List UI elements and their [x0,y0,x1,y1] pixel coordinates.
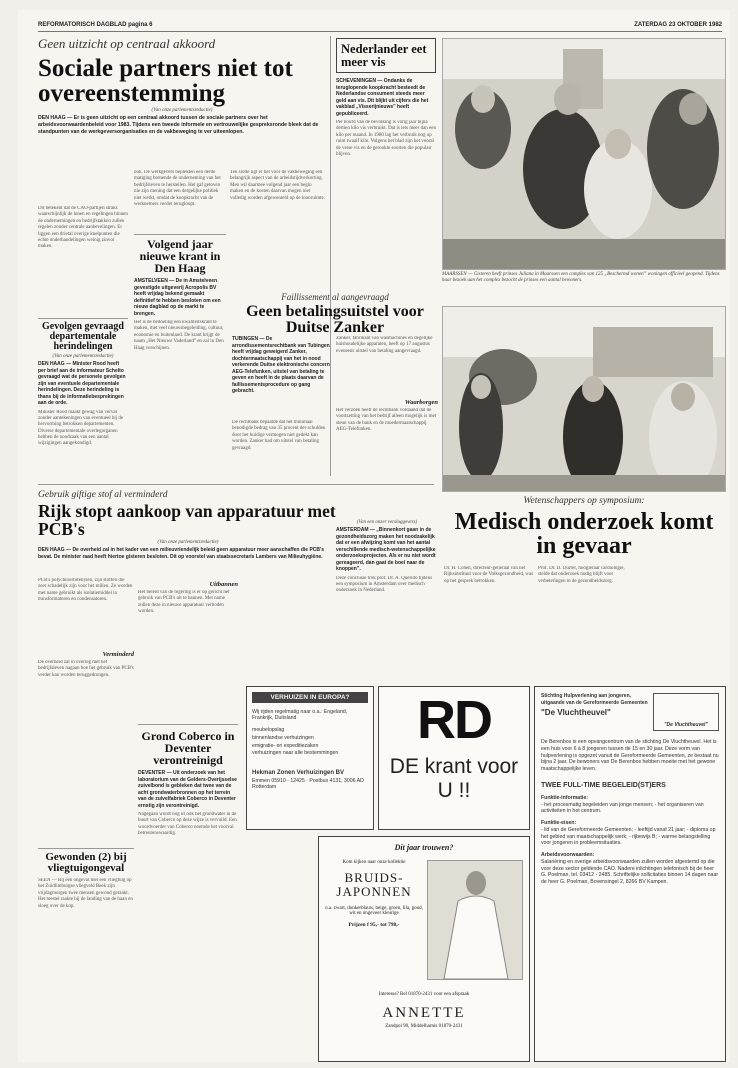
ad-verhuizen-item: binnenlandse verhuizingen [252,734,314,741]
pcb-byline: (Van onze parlementsredactie) [157,540,219,545]
coberco-article [138,730,238,1002]
pcb-text1: PCB's polychloorbifenylen, zijn stoffen die zeer schadelijk zijn voor het milieu. Ze worden met name gebruikt als isolatiemiddel in transformatoren en condensatoren. [38,578,133,603]
pcb-intro: DEN HAAG — De overheid zal in het kader van een milieuvriendelijk beleid geen apparatuur meer aanschaffen die PCB's bevat. De minister raad heeft hiertoe gisteren besloten. Dit op voorstel van staatssecretaris Lambers van Milieuhygiëne. [38,547,324,560]
zanker-col2 [336,336,438,508]
medisch-col1 [336,518,438,656]
ad-vluchtheuvel-f2-text: - lid van de Gereformeerde Gemeenten; - leeftijd vanaf 21 jaar; - diploma op het gebied van maatschappelijk werk; - rijbewijs B; - warme belangstelling voor jongeren in probleemsituaties. [541,826,716,847]
medisch-head [444,496,724,558]
newspaper-page [18,10,730,1062]
gevolgen-article [38,322,128,510]
ad-rd-logo: RD [417,690,491,750]
ad-vluchtheuvel [534,686,726,1062]
gevolgen-byline: (Van onze parlementsredactie) [52,354,114,359]
zanker-text1: De rechtbank bepaalde dat het minimaal benodigde bedrag van 35 procent der schulden door het huidige vermogen niet gedekt kan worden. Zanker had om uitstel van betaling gevraagd. [232,420,326,451]
main-article [38,36,326,135]
ad-trouwen-title: Dit jaar trouwen? [394,843,454,852]
pcb-text2: De overheid zal in overleg met het bedrijfsleven nagaan hoe het gebruik van PCB's verder kan worden teruggedrongen. [38,660,134,678]
pcb-headline: Rijk stopt aankoop van apparatuur met PCB's [38,501,336,539]
ad-verhuizen-item: meubelopslag [252,727,285,733]
main-col3: Ten slotte ligt er het voor de vakbeweging een belangrijk aspect van de arbeidstijdverkorting. Men wil daarmee volgend jaar een begin maken en de kosten daarvan mogen niet volledig worden afgewenteld op de loonruimte. [230,170,325,201]
ad-vluchtheuvel-logo-text: "De Vluchtheuvel" [664,721,708,728]
zanker-subhead: Waarborgen [404,399,438,406]
ad-verhuizen-title: VERHUIZEN IN EUROPA? [252,692,368,703]
bride-illustration [427,860,523,980]
ad-vluchtheuvel-jobs: TWEE FULL-TIME BEGELEID(ST)ERS [541,781,666,789]
ad-trouwen-contact: Interesse? Bel 01870-2431 voor een afspraak [378,992,470,997]
photo-juliana-caption: MAARSSEN — Gisteren heeft prinses Juliana in Maarssen een complex van 125 „Beschermd wonen” woningen officieel geopend. Tijdens haar bezoek aan het complex bezocht de prinses een aantal bewoners. [442,272,720,284]
header-right: ZATERDAG 23 OKTOBER 1982 [634,22,722,28]
gewonden-headline: Gewonden (2) bij vliegtuigongeval [45,851,127,874]
article-kicker: Geen uitzicht op centraal akkoord [38,36,216,51]
ad-verhuizen-company: Hekman Zonen Verhuizingen BV [252,770,345,777]
medisch-kicker: Wetenschappers op symposium: [523,496,645,506]
gevolgen-text: Minister Rood maakt gewag van vervat zonder aantekeningen van eventueel bij de hervorming betrokken departementen. Diverse departementale overlegorganen hebben de noodzaak van een aantal wijzigingen aangekondigd. [38,409,124,447]
coberco-text: Nagegaan wordt nog of ook het grondwater in de buurt van Coberco op deze wijze is vervuild. Een woordvoerder van Coberco noemde het voorval betreurenswaardig. [138,812,237,837]
volgend-article [134,238,226,430]
vis-intro: SCHEVENINGEN — Ondanks de teruglopende koopkracht besteedt de Nederlandse consument steeds meer geld aan vis. Dit blijkt uit cijfers die het vakblad „Visserijnieuws” heeft gepubliceerd. [336,78,429,117]
zanker-intro: TUBINGEN — De arrondissementsrechtbank van Tubingen heeft vrijdag geweigerd Zanker, dochtermaatschappij van het in nood verkerende Duitse elektronische concern AEG-Telefunken, uitstel van betaling te geven en heeft in de plaats daarvan de faillissementsprocedure op gang gebracht. [232,336,330,394]
medisch-text3: Prof. Dr. D. Durrer, hoogleraar cardiologie, stelde dat onderzoek nodig blijft voor verbeteringen in de gezondheidszorg. [538,566,625,584]
ad-rd [378,686,530,830]
ad-trouwen-sub: Kom kijken naar onze kollektie [342,860,406,865]
pcb-text3: Het beleid van de regering is er op gericht het gebruik van PCB's uit te bannen. Met name zullen deze in nieuwe apparatuur verboden worden. [138,590,230,615]
zanker-headline: Geen betalingsuitstel voor Duitse Zanker [246,303,424,336]
ad-vluchtheuvel-f3: Arbeidsvoorwaarden: [541,852,595,859]
photo-juliana-image [443,39,726,270]
ad-verhuizen-sub: Wij rijden regelmatig naar o.a.: Engeland, Frankrijk, Duitsland [252,709,348,721]
ad-verhuizen-item: emigratie- en expeditiezaken [252,742,319,749]
vis-text: Per hoofd van de bevolking is vorig jaar bijna dertien kilo vis verbruikt. Dat is iets meer dan een kilo per maand. In 1980 lag het verbruik nog op ruim twaalf kilo. Volgens het blad zijn het vooral de verse vis en de gerookte soorten die populair blijven. [336,120,436,157]
zanker-text2: Zanker, fabrikant van wasmachines en degelijke huishoudelijke apparaten, heeft op 17 augustus eveneens uitstel van betaling aangevraagd. [336,336,433,354]
vis-headline: Nederlander eet meer vis [341,42,427,69]
gevolgen-intro: DEN HAAG — Minister Rood heeft per brief aan de informateur Schelto gevraagd wat de personele gevolgen zijn van eventuele departementale herindelingen. Deze herindeling is thans bij de informatiebesprekingen aan de orde. [38,361,126,406]
page-header [38,22,722,32]
pcb-col2 [138,578,238,680]
ad-trouwen-address: Zandpol 90, Middelharnis 01870-2431 [385,1024,463,1029]
main-col2: ook. De werkgevers beplekten een derde matiging brenende de onderneming van het bedrijfsleven te herstellen. Het gaf getoven nie zijn mening dat een dergelijke politiek niet werkt, omdat de koopkracht van de werknemers verder terugloopt. [134,170,221,207]
ad-rd-slogan: DE krant voor U !! [389,755,519,803]
ad-trouwen-desc: o.a. zwart, donkerblauw, beige, groen, lila, goud, wit en ongeveer kleurige [325,905,423,916]
zanker-head [232,292,438,336]
zanker-kicker: Faillissement al aangevraagd [281,292,389,302]
pcb-subhead-verminderd: Verminderd [102,651,134,658]
header-left: REFORMATORISCH DAGBLAD pagina 6 [38,22,153,28]
photo-crowd-image [443,307,726,492]
coberco-intro: DEVENTER — Uit onderzoek van het laboratorium van de Gelders-Overijsselse zuivelbond is gebleken dat twee van de acht grondwaterbronnen op het terrein van de zuivelfabriek Coberco in Deventer ernstig zijn verontreinigd. [138,770,237,809]
gevolgen-headline: Gevolgen gevraagd departementale herindelingen [42,321,124,352]
photo-juliana [442,38,726,270]
ad-verhuizen-list [252,727,368,758]
ad-vluchtheuvel-small: Stichting Hulpverlening aan jongeren, uitgaande van de Gereformeerde Gemeenten [541,693,648,706]
ad-vluchtheuvel-f1-text: - het procesmatig begeleiden van jonge mensen; - het organiseren van activiteiten in het centrum. [541,801,704,815]
medisch-text1: Deze conclusie trok prof. Dr. A. Querido tijdens een symposium in Amsterdam over medisch onderzoek in Nederland. [336,575,433,594]
vluchtheuvel-logo [653,693,719,731]
pcb-head [38,490,338,560]
volgend-intro: AMSTELVEEN — De in Amstelveen gevestigde uitgeverij Acropolis BV heeft vrijdag bekend gemaakt definitief te hebben besloten om een nieuw dagblad op de markt te brengen. [134,278,221,317]
article-headline: Sociale partners niet tot overeenstemming [38,55,293,107]
ad-trouwen-shop: ANNETTE [382,1005,466,1021]
ad-trouwen-price: Prijzen f 95,- tot 798,- [348,921,400,928]
ad-vluchtheuvel-name: "De Vluchtheuvel" [541,708,611,717]
gewonden-text: SEEN — Bij een ongeval met een vliegtuig op het Zuidlimburgse vliegveld Beek zijn vrijdagmorgen twee mensen gewond geraakt. Het toestel raakte bij de landing van de baan en sloeg over de kop. [38,878,133,909]
volgend-text: Het is de bedoeling een kwaliteitskrant te maken, met veel nieuwsbegeleiding, cultuur, economie en buitenland. De krant krijgt de naam „Het Nieuwe Vaderland” en zal in Den Haag verschijnen. [134,320,224,351]
pcb-kicker: Gebruik giftige stof al verminderd [38,490,168,500]
photo-crowd [442,306,726,492]
article-byline: (Van onze parlementsredactie) [151,108,213,113]
ad-vluchtheuvel-f2: Funktie-eisen: [541,820,577,827]
ad-verhuizen [246,686,374,830]
ad-verhuizen-item: verhuizingen naar alle bestemmingen [252,750,339,757]
medisch-text2: Dr. H. Cohen, directeur-generaal van het Rijksinstituut voor de Volksgezondheid, was op het gesprek betrokken. [444,566,534,584]
ad-vluchtheuvel-body: De Berenbos is een opvangcentrum van de stichting De Vluchtheuvel. Het is een huis voor 6 à 8 jongeren tussen de 15 en 30 jaar. Deze vorm van hulpverlening is opgezet vanuit de Gereformeerde Gemeenten, ze bestaat nu bijna 2 jaar. De bewoners van De Berenbos hebben moeite met het gewone maatschappelijke leven. [541,739,719,772]
gewonden-article [38,852,134,1058]
medisch-byline: (Van een onzer verslaggevers) [356,520,418,525]
vis-article [336,38,436,240]
medisch-headline: Medisch onderzoek komt in gevaar [454,509,714,559]
pcb-subhead-uitbannen: Uitbannen [209,581,238,588]
coberco-headline: Grond Coberco in Deventer verontreinigd [141,729,235,767]
main-col1: Dit betekent dat de CAO-partijen straks waarschijnlijk de lonen en regelingen binnen de ondernemingen en bedrijfstakken zullen regelen zonder centrale aanbevelingen. Er liggen een drietal overige knelpunten die echte onderhandelingen weinig zinvol maken. [38,206,128,250]
zanker-text3: Het verzoek heeft de rechtbank voldaand dat de voortzetting van het bedrijf alleen mogelijk is met steun van de bank en de moedermaatschappij AEG-Telefunken. [336,408,437,433]
article-intro: DEN HAAG — Er is geen uitzicht op een centraal akkoord tussen de sociale partners over het arbeidsvoorwaardenbeleid voor 1983. Tijdens een tweede informele en vertrouwelijke gespreksronde bleek dat de standpunten van de werkgeversorganisaties en de vakbeweging te ver uiteenlopen. [38,115,319,135]
ad-verhuizen-address: Emmen 05910 - 12425 · Postbus 4131, 3006 AD Rotterdam [252,778,364,791]
ad-trouwen [318,836,530,1062]
ad-vluchtheuvel-f1: Funktie-informatie: [541,794,588,801]
ad-trouwen-brand: BRUIDS-JAPONNEN [336,870,412,900]
pcb-col1 [38,578,134,828]
medisch-intro: AMSTERDAM — „Binnenkort gaan in de gezondheidszorg maken het noodzakelijk dat er een afwijzing komt van het aantal verschillende medisch-wetenschappelijke onderzoeksprojecten. Als er nu niet wordt gereageerd, dan gaat de boel naar de knoppen”. [336,527,436,572]
ad-vluchtheuvel-f3-text: Salariëring en overige arbeidsvoorwaarden zullen worden afgestemd op die voor deze sector geldende CAO. Nadere inlichtingen telefonisch bij de heer G. Poelman, tel. 03412 - 2485. Schriftelijke sollicitaties binnen 14 dagen naar de heer G. Poelman, Bovensingel 2, 8266 BV Kampen. [541,858,719,886]
volgend-headline: Volgend jaar nieuwe krant in Den Haag [139,237,221,275]
